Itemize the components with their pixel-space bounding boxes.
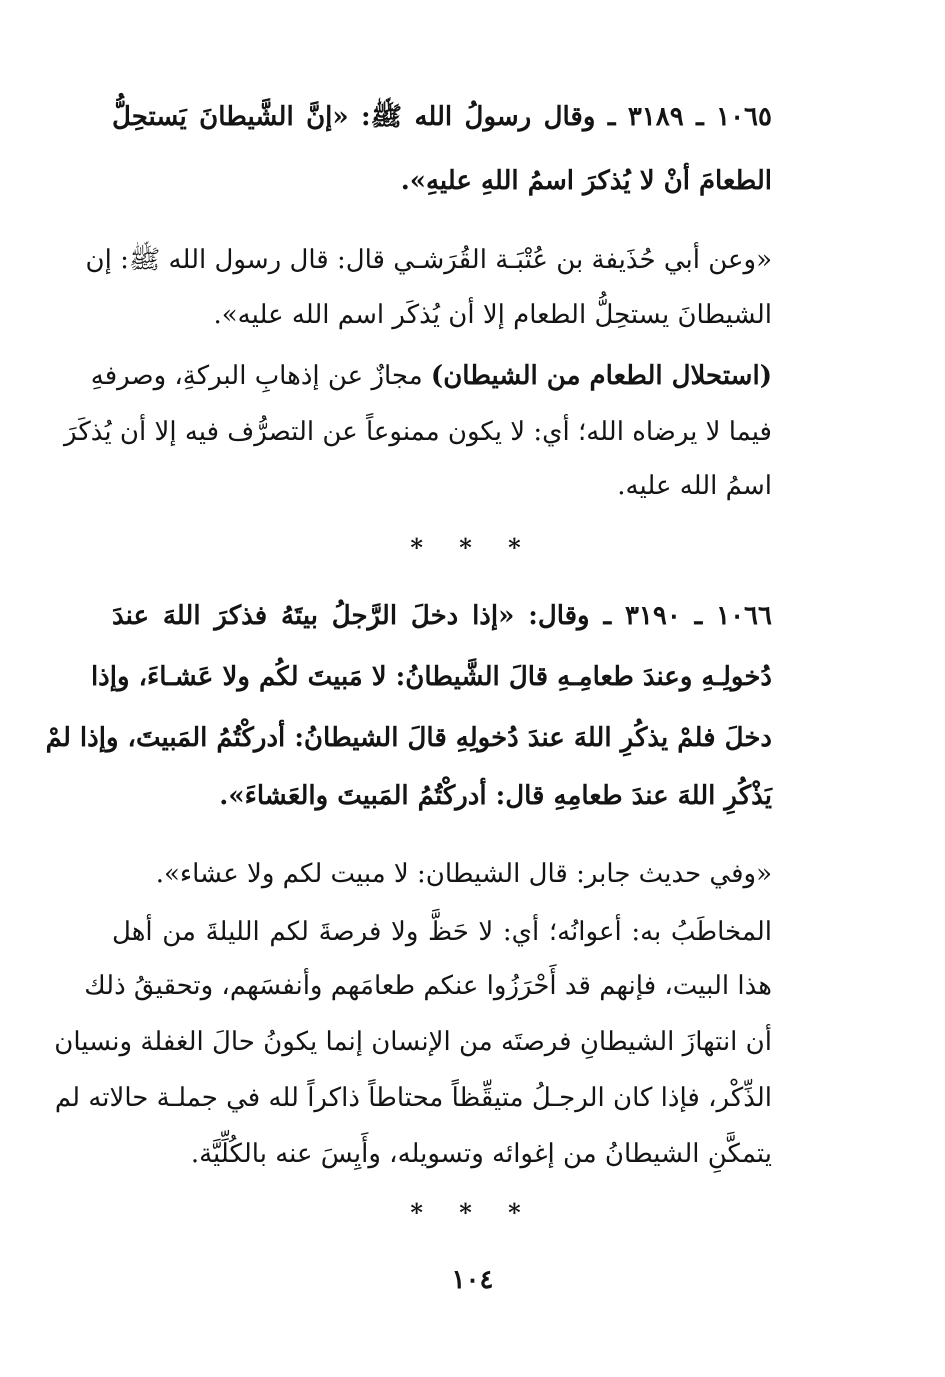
hadith-1066-line-3: دخلَ فلمْ يذكُرِ اللهَ عندَ دُخولِهِ قالَ الشيطانُ: أدركْتُمُ المَبيتَ، وإذا لمْ bbox=[45, 723, 772, 753]
term-explanation: مجازٌ عن إذهابِ البركةِ، وصرفهِ bbox=[90, 361, 423, 391]
commentary-1066-line-6: يتمكَّنِ الشيطانُ من إغوائه وتسويله، وأَيِسَ عنه بالكُلِّيَّة. bbox=[190, 1139, 772, 1169]
commentary-1066-line-4: أن انتهازَ الشيطانِ فرصتَه من الإنسان إنما يكونُ حالَ الغفلة ونسيان bbox=[54, 1027, 772, 1057]
commentary-1066-line-5: الذِّكْر، فإذا كان الرجـلُ متيقِّظاً محتاطاً ذاكراً لله في جملـة حالاته لم bbox=[54, 1083, 772, 1113]
hadith-1065-line-2: الطعامَ أنْ لا يُذكرَ اسمُ اللهِ عليهِ». bbox=[400, 166, 772, 196]
hadith-1065-line-1: ١٠٦٥ ـ ٣١٨٩ ـ وقال رسولُ الله ﷺ: «إنَّ الشَّيطانَ يَستحِلُّ bbox=[112, 102, 772, 132]
section-separator: * * * bbox=[410, 1198, 535, 1227]
page-number: ١٠٤ bbox=[451, 1265, 494, 1295]
commentary-1065-line-2: الشيطانَ يستحِلُّ الطعام إلا أن يُذكَر اسم الله عليه». bbox=[213, 300, 772, 330]
commentary-1066-line-3: هذا البيت، فإنهم قد أَحْرَزُوا عنكم طعامَهم وأنفسَهم، وتحقيقُ ذلك bbox=[84, 971, 772, 1001]
hadith-1066-line-2: دُخولِـهِ وعندَ طعامِـهِ قالَ الشَّيطانُ: لا مَبيتَ لكُم ولا عَشـاءَ، وإذا bbox=[90, 662, 772, 692]
hadith-1066-line-4: يَذْكُرِ اللهَ عندَ طعامِهِ قال: أدركْتُمُ المَبيتَ والعَشاءَ». bbox=[219, 781, 772, 811]
commentary-1065-line-5: اسمُ الله عليه. bbox=[617, 471, 772, 501]
commentary-1065-line-3 bbox=[90, 356, 772, 396]
section-separator: * * * bbox=[410, 533, 535, 562]
defined-term: (استحلال الطعام من الشيطان) bbox=[430, 361, 772, 391]
commentary-1065-line-1: «وعن أبي حُذَيفة بن عُتْبَـة القُرَشـي قال: قال رسول الله ﷺ: إن bbox=[85, 245, 772, 275]
hadith-1066-line-1: ١٠٦٦ ـ ٣١٩٠ ـ وقال: «إذا دخلَ الرَّجلُ بيتَهُ فذكرَ اللهَ عندَ bbox=[112, 601, 772, 631]
commentary-1065-line-4: فيما لا يرضاه الله؛ أي: لا يكون ممنوعاً عن التصرُّف فيه إلا أن يُذكَرَ bbox=[64, 417, 772, 447]
commentary-1066-line-1: «وفي حديث جابر: قال الشيطان: لا مبيت لكم ولا عشاء». bbox=[155, 859, 772, 889]
commentary-1066-line-2: المخاطَبُ به: أعوانُه؛ أي: لا حَظَّ ولا فرصةَ لكم الليلةَ من أهل bbox=[112, 917, 772, 947]
